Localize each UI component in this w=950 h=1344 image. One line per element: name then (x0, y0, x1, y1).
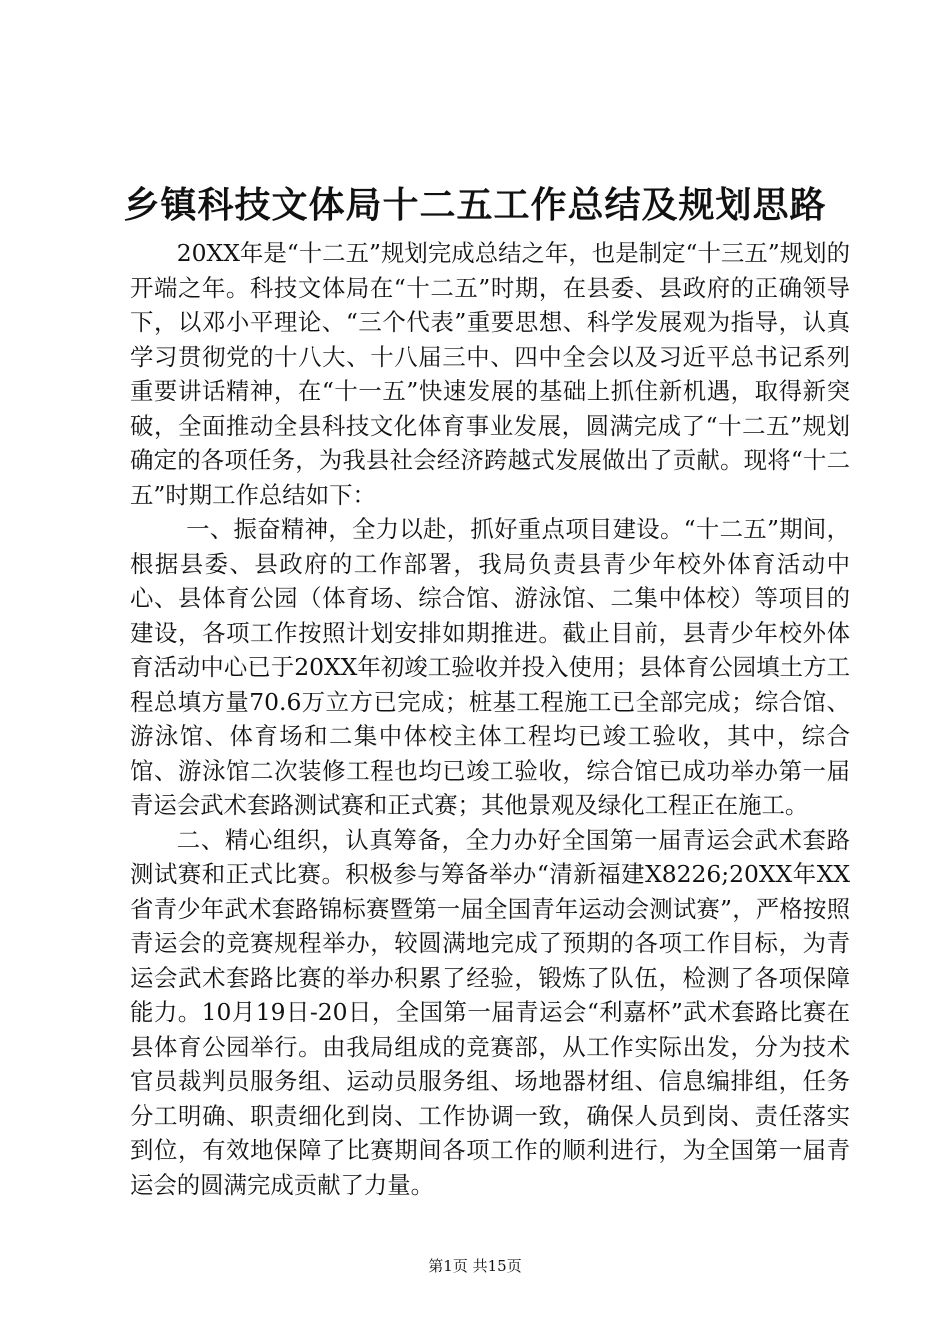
paragraph-intro: 20XX年是“十二五”规划完成总结之年，也是制定“十三五”规划的开端之年。科技文体局在“十二五”时期，在县委、县政府的正确领导下，以邓小平理论、“三个代表”重要思想、科学发展观为指导，认真学习贯彻党的十八大、十八届三中、四中全会以及习近平总书记系列重要讲话精神，在“十一五”快速发展的基础上抓住新机遇，取得新突破，全面推动全县科技文化体育事业发展，圆满完成了“十二五”规划确定的各项任务，为我县社会经济跨越式发展做出了贡献。现将“十二五”时期工作总结如下： (130, 239, 850, 509)
paragraph-section-2: 二、精心组织，认真筹备，全力办好全国第一届青运会武术套路测试赛和正式比赛。积极参与筹备举办“清新福建X8226;20XX年XX省青少年武术套路锦标赛暨第一届全国青年运动会测试赛”，严格按照青运会的竞赛规程举办，较圆满地完成了预期的各项工作目标，为青运会武术套路比赛的举办积累了经验，锻炼了队伍，检测了各项保障能力。10月19日-20日，全国第一届青运会“利嘉杯”武术套路比赛在县体育公园举行。由我局组成的竞赛部，从工作实际出发，分为技术官员裁判员服务组、运动员服务组、场地器材组、信息编排组，任务分工明确、职责细化到岗、工作协调一致，确保人员到岗、责任落实到位，有效地保障了比赛期间各项工作的顺利进行，为全国第一届青运会的圆满完成贡献了力量。 (130, 825, 850, 1199)
paragraph-section-1: 一、振奋精神，全力以赴，抓好重点项目建设。“十二五”期间，根据县委、县政府的工作部署，我局负责县青少年校外体育活动中心、县体育公园（体育场、综合馆、游泳馆、二集中体校）等项目的建设，各项工作按照计划安排如期推进。截止目前，县青少年校外体育活动中心已于20XX年初竣工验收并投入使用；县体育公园填土方工程总填方量70.6万立方已完成；桩基工程施工已全部完成；综合馆、游泳馆、体育场和二集中体校主体工程均已竣工验收，其中，综合馆、游泳馆二次装修工程也均已竣工验收，综合馆已成功举办第一届青运会武术套路测试赛和正式赛；其他景观及绿化工程正在施工。 (130, 515, 850, 819)
page-number-footer: 第1页 共15页 (428, 1257, 522, 1275)
document-body (130, 236, 850, 1202)
document-title: 乡镇科技文体局十二五工作总结及规划思路 (123, 184, 827, 226)
